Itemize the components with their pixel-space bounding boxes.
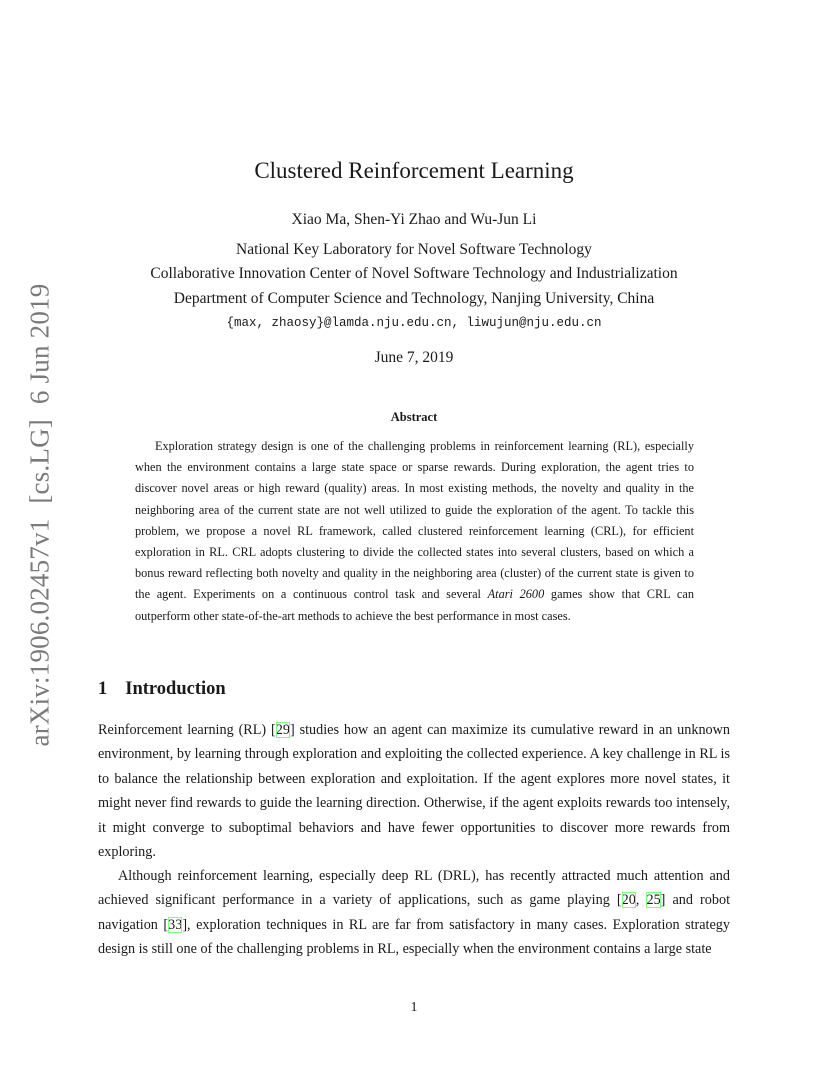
abstract-heading: Abstract [390,410,438,424]
citation-link[interactable]: 20 [621,892,636,909]
section-title: Introduction [125,679,226,699]
paper-authors: Xiao Ma, Shen-Yi Zhao and Wu-Jun Li [291,211,537,228]
citation-link[interactable]: 25 [646,892,661,909]
page-number: 1 [410,1000,418,1015]
paper-title: Clustered Reinforcement Learning [254,158,574,183]
arxiv-id: arXiv:1906.02457v1 [24,518,55,747]
paragraph-text: ] studies how an agent can maximize its cumulative reward in an unknown environment, by learning through exploration and exploiting the collected experience. A key challenge in RL is to balance the relationship between exploration and exploitation. If the agent explores more novel states, it might never find rewards to guide the learning direction. Otherwise, if the agent exploits rewards too intensely, it might converge to suboptimal behaviors and have fewer opportunities to discover more rewards from exploring. [98,722,730,861]
author-emails: {max, zhaosy}@lamda.nju.edu.cn, liwujun@nju.edu.cn [226,316,602,330]
citation-link[interactable]: 29 [275,722,290,738]
arxiv-category: [cs.LG] [24,419,55,504]
paragraph-text: , [635,892,647,909]
introduction-paragraph [98,864,730,962]
abstract-text [135,436,694,627]
abstract-text-part: Exploration strategy design is one of the challenging problems in reinforcement learning (RL), especially when the environment contains a large state space or sparse rewards. During exploration, the agent tries to discover novel areas or high reward (quality) areas. In most existing methods, the novelty and quality in the neighboring area of the current state are not well utilized to guide the exploration of the agent. To tackle this problem, we propose a novel RL framework, called clustered reinforcement learning (CRL), for efficient exploration in RL. CRL adopts clustering to divide the collected states into several clusters, based on which a bonus reward reflecting both novelty and quality in the neighboring area (cluster) of the current state is given to the agent. Experiments on a continuous control task and several [135,439,694,602]
paragraph-text: Although reinforcement learning, especially deep RL (DRL), has recently attracted much attention and achieved significant performance in a variety of applications, such as game playing [ [98,868,730,909]
citation-link[interactable]: 33 [168,916,183,933]
arxiv-date: 6 Jun 2019 [24,283,55,405]
paragraph-text: Reinforcement learning (RL) [ [98,722,276,738]
paragraph-text: ] and robot navigation [ [98,892,731,933]
paper-date: June 7, 2019 [374,349,454,366]
affiliation-line: Collaborative Innovation Center of Novel Software Technology and Industrialization [150,265,678,282]
paragraph-text: ], exploration techniques in RL are far from satisfactory in many cases. Exploration strategy design is still one of the challenging problems in RL, especially when the environment contains a large state [98,916,730,958]
affiliation-line: Department of Computer Science and Technology, Nanjing University, China [173,290,655,307]
section-number: 1 [98,679,108,699]
abstract-text-part: games show that CRL can outperform other state-of-the-art methods to achieve the best performance in most cases. [135,587,694,623]
affiliation-line: National Key Laboratory for Novel Software Technology [236,241,592,258]
abstract-atari-term: Atari 2600 [487,587,545,602]
section-heading-introduction [98,679,226,700]
introduction-paragraph [98,718,730,864]
